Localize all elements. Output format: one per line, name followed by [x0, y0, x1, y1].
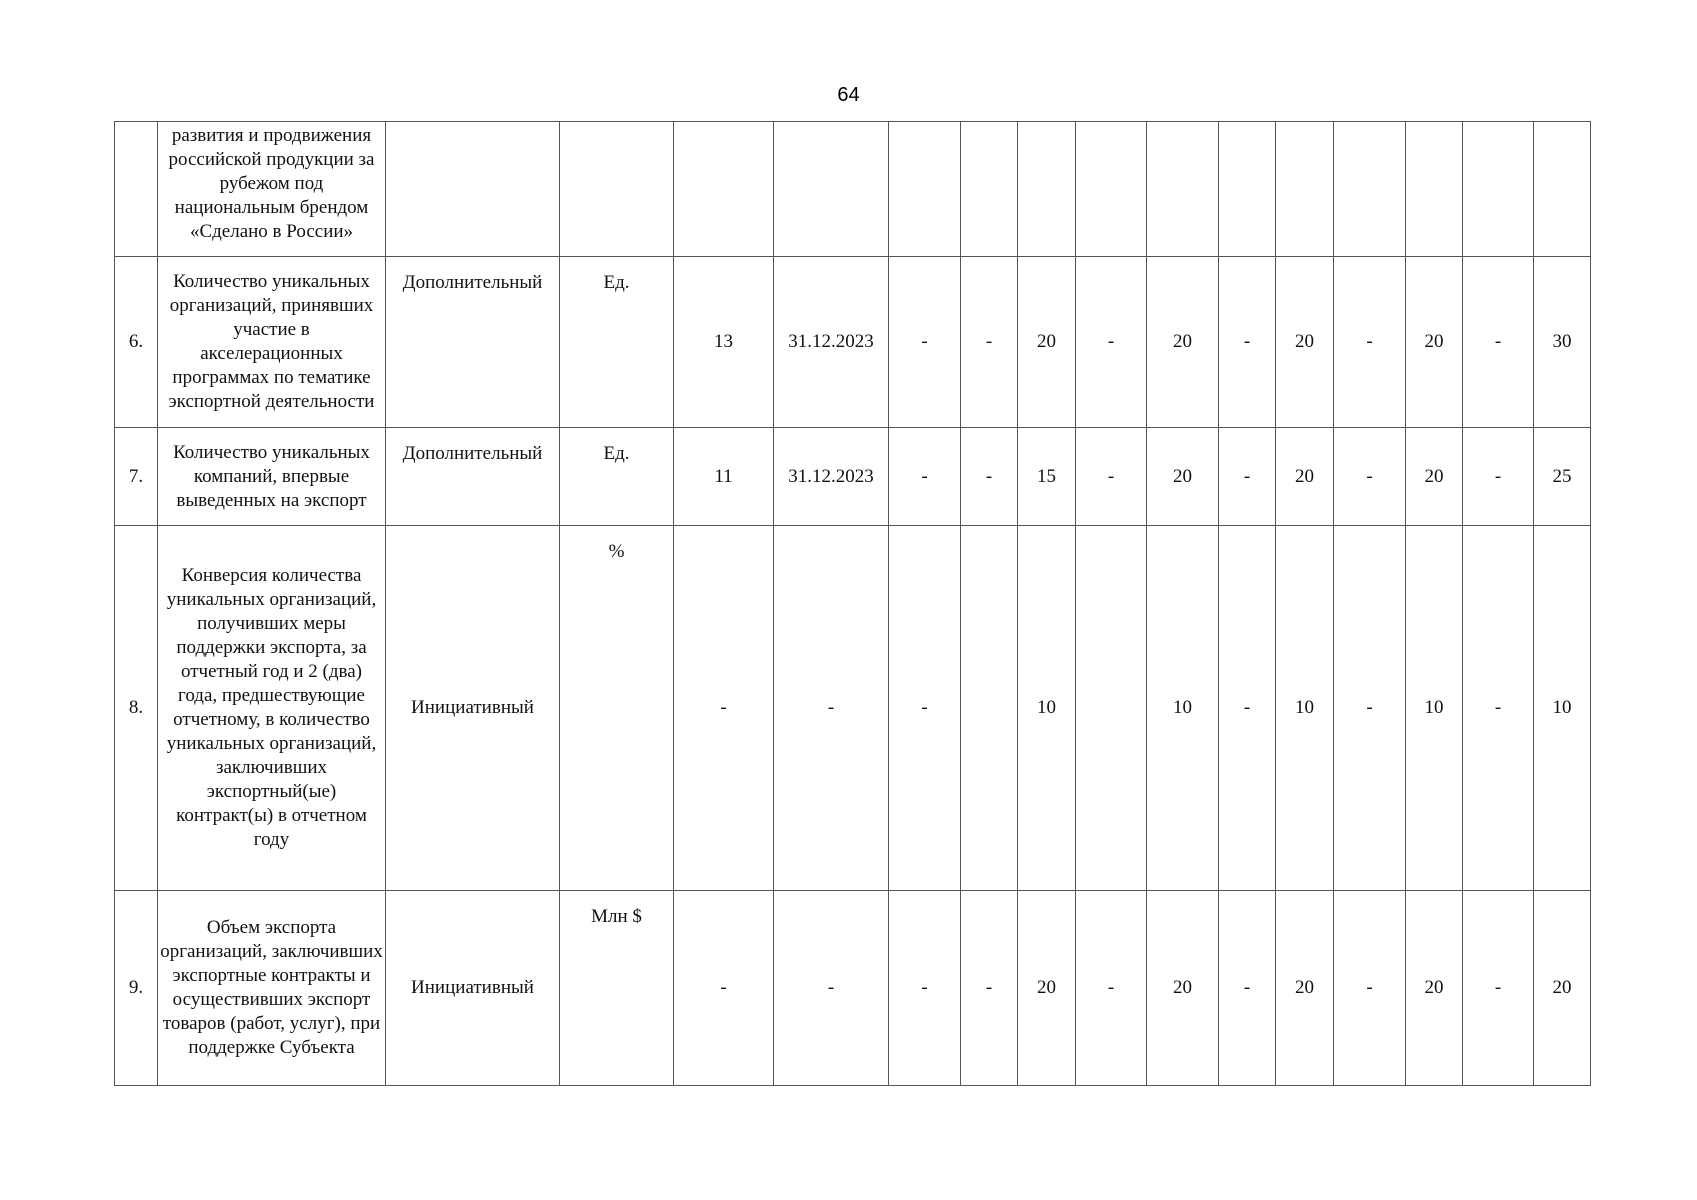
value-cell: - — [889, 891, 961, 1086]
base-value: - — [674, 526, 774, 891]
value-cell: 10 — [1147, 526, 1219, 891]
value-cell: 20 — [1018, 257, 1076, 428]
value-cell: 20 — [1018, 891, 1076, 1086]
value-cell: - — [961, 428, 1018, 526]
value-cell: - — [1334, 257, 1406, 428]
value-cell: 20 — [1406, 257, 1463, 428]
value-cell: 20 — [1276, 891, 1334, 1086]
value-cell — [774, 122, 889, 257]
value-cell: 20 — [1534, 891, 1591, 1086]
value-cell: 15 — [1018, 428, 1076, 526]
value-cell: - — [889, 428, 961, 526]
base-value: - — [674, 891, 774, 1086]
value-cell — [1147, 122, 1219, 257]
value-cell — [961, 526, 1018, 891]
row-number — [115, 122, 158, 257]
value-cell — [1276, 122, 1334, 257]
base-value: 11 — [674, 428, 774, 526]
table-row — [115, 891, 1591, 1086]
base-date: - — [774, 891, 889, 1086]
value-cell: - — [1463, 428, 1534, 526]
base-date: 31.12.2023 — [774, 428, 889, 526]
value-cell: 30 — [1534, 257, 1591, 428]
value-cell: 20 — [1147, 257, 1219, 428]
unit: Ед. — [560, 428, 674, 526]
indicator-name: Объем экспорта организаций, заключивших экспортные контракты и осуществивших экспорт товаров (работ, услуг), при поддержке Субъекта — [158, 891, 386, 1086]
value-cell — [674, 122, 774, 257]
value-cell: 20 — [1147, 428, 1219, 526]
base-value: 13 — [674, 257, 774, 428]
value-cell: 10 — [1276, 526, 1334, 891]
value-cell: - — [1463, 891, 1534, 1086]
value-cell: - — [1219, 891, 1276, 1086]
indicators-table — [114, 121, 1591, 1086]
unit — [560, 122, 674, 257]
value-cell: - — [1219, 257, 1276, 428]
value-cell — [1463, 122, 1534, 257]
value-cell: - — [889, 257, 961, 428]
unit: Ед. — [560, 257, 674, 428]
value-cell: - — [1334, 891, 1406, 1086]
value-cell — [1406, 122, 1463, 257]
indicator-name: Конверсия количества уникальных организаций, получивших меры поддержки экспорта, за отчетный год и 2 (два) года, предшествующие отчетному, в количество уникальных организаций, заключивших экспортный(ые) контракт(ы) в отчетном году — [158, 526, 386, 891]
indicator-type: Инициативный — [386, 891, 560, 1086]
value-cell — [889, 122, 961, 257]
table-row — [115, 257, 1591, 428]
indicator-type: Дополнительный — [386, 257, 560, 428]
value-cell: - — [961, 891, 1018, 1086]
value-cell — [1076, 526, 1147, 891]
value-cell: 20 — [1406, 428, 1463, 526]
indicator-type: Дополнительный — [386, 428, 560, 526]
value-cell: 20 — [1276, 257, 1334, 428]
value-cell: - — [1219, 526, 1276, 891]
indicator-name: Количество уникальных компаний, впервые выведенных на экспорт — [158, 428, 386, 526]
page-number: 64 — [837, 84, 860, 106]
indicator-name: развития и продвижения российской продукции за рубежом под национальным брендом «Сделано в России» — [158, 122, 386, 257]
row-number: 7. — [115, 428, 158, 526]
indicator-name: Количество уникальных организаций, принявших участие в акселерационных программах по тематике экспортной деятельности — [158, 257, 386, 428]
indicator-type: Инициативный — [386, 526, 560, 891]
value-cell: 20 — [1147, 891, 1219, 1086]
value-cell: 10 — [1018, 526, 1076, 891]
value-cell — [1334, 122, 1406, 257]
value-cell: - — [1463, 526, 1534, 891]
value-cell — [1076, 122, 1147, 257]
value-cell: - — [1219, 428, 1276, 526]
value-cell: 10 — [1534, 526, 1591, 891]
unit: Млн $ — [560, 891, 674, 1086]
indicator-type — [386, 122, 560, 257]
value-cell: - — [1076, 257, 1147, 428]
value-cell: - — [1463, 257, 1534, 428]
value-cell: - — [1334, 526, 1406, 891]
row-number: 9. — [115, 891, 158, 1086]
value-cell — [1219, 122, 1276, 257]
unit: % — [560, 526, 674, 891]
base-date: 31.12.2023 — [774, 257, 889, 428]
table-row — [115, 526, 1591, 891]
value-cell: - — [961, 257, 1018, 428]
value-cell: - — [1334, 428, 1406, 526]
value-cell: 20 — [1276, 428, 1334, 526]
table-row — [115, 122, 1591, 257]
value-cell: - — [1076, 891, 1147, 1086]
row-number: 6. — [115, 257, 158, 428]
table-row — [115, 428, 1591, 526]
value-cell — [961, 122, 1018, 257]
value-cell: 10 — [1406, 526, 1463, 891]
value-cell: - — [889, 526, 961, 891]
value-cell — [1534, 122, 1591, 257]
value-cell — [1018, 122, 1076, 257]
row-number: 8. — [115, 526, 158, 891]
value-cell: 20 — [1406, 891, 1463, 1086]
value-cell: - — [1076, 428, 1147, 526]
value-cell: 25 — [1534, 428, 1591, 526]
base-date: - — [774, 526, 889, 891]
